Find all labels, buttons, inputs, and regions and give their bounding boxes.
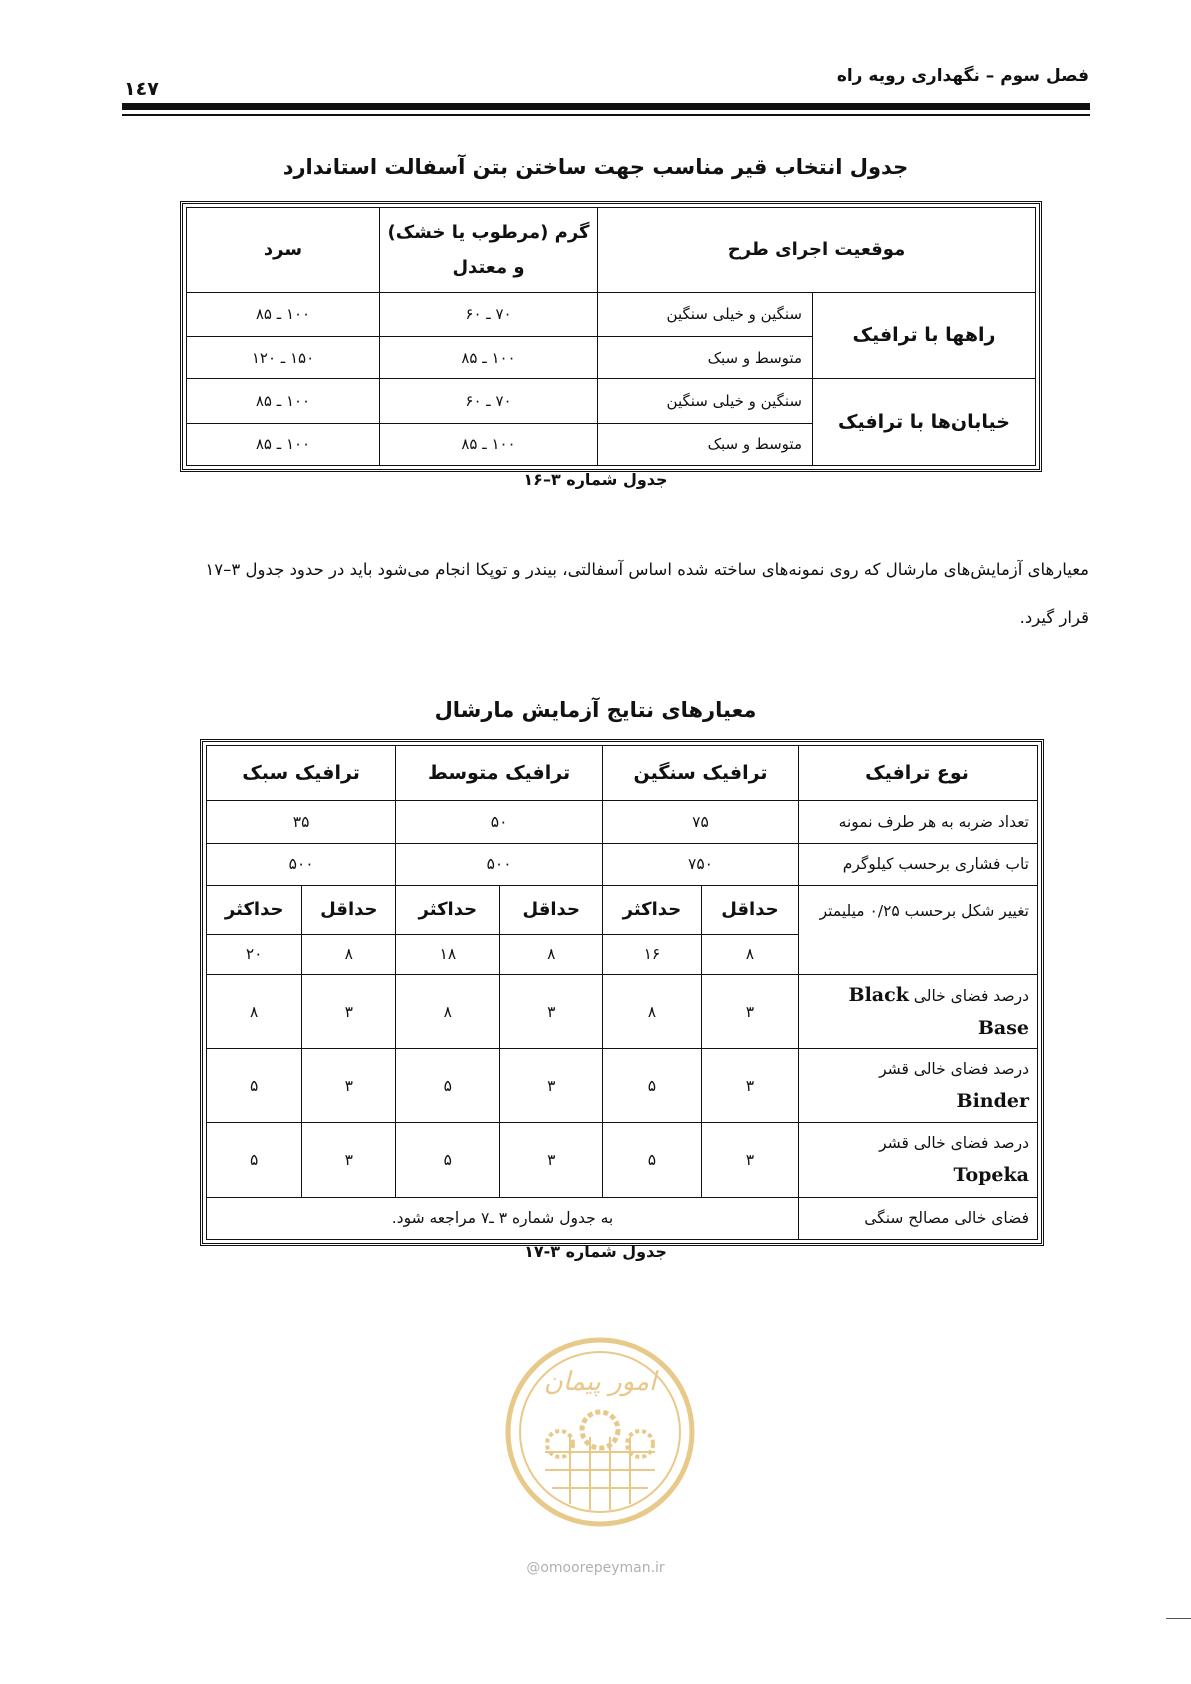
page-edge-mark	[1166, 1618, 1191, 1619]
header-light: ترافیک سبک	[207, 746, 396, 801]
group-roads: راهها با ترافیک	[813, 292, 1036, 379]
warm-cell: ۱۰۰ ـ ۸۵	[380, 423, 598, 465]
header-warm	[380, 208, 598, 293]
deformation-light-max: ۲۰	[207, 934, 302, 974]
marshall-criteria-table	[206, 745, 1038, 1240]
traffic-cell: سنگین و خیلی سنگین	[598, 292, 813, 336]
voids-light-min: ۳	[302, 974, 396, 1048]
group-streets: خیابان‌ها با ترافیک	[813, 379, 1036, 466]
table-row	[207, 1197, 1038, 1239]
header-rule-thin	[122, 114, 1090, 116]
blows-heavy: ۷۵	[603, 801, 799, 843]
voids-heavy-min: ۳	[701, 1049, 798, 1123]
bitumen-selection-table	[186, 207, 1036, 466]
stability-medium: ۵۰۰	[396, 843, 603, 885]
blows-light: ۳۵	[207, 801, 396, 843]
header-location: موقعیت اجرای طرح	[598, 208, 1036, 293]
voids-label-fa: درصد فضای خالی	[913, 986, 1029, 1005]
table2-caption: جدول شماره ۳-۱۷	[524, 1242, 667, 1261]
table1-title: جدول انتخاب قیر مناسب جهت ساختن بتن آسفالت استاندارد	[282, 155, 909, 179]
voids-medium-max: ۵	[396, 1049, 500, 1123]
deformation-medium-max: ۱۸	[396, 934, 500, 974]
paragraph-line-1: معیارهای آزمایش‌های مارشال که روی نمونه‌های ساخته شده اساس آسفالتی، بیندر و توپکا انجام می‌شود باید در حدود جدول ۳–۱۷	[205, 560, 1089, 579]
paragraph-line-2: قرار گیرد.	[1019, 608, 1089, 627]
voids-light-max: ۵	[207, 1123, 302, 1197]
voids-label-en: Binder	[956, 1090, 1029, 1113]
blows-label: تعداد ضربه به هر طرف نمونه	[799, 801, 1038, 843]
gear-icon	[582, 1412, 618, 1448]
stamp-logo-text: امور پیمان	[543, 1367, 657, 1397]
page-number: ۱٤۷	[124, 78, 159, 100]
table-row	[207, 801, 1038, 843]
traffic-cell: متوسط و سبک	[598, 337, 813, 379]
warm-cell: ۷۰ ـ ۶۰	[380, 379, 598, 423]
cold-cell: ۱۵۰ ـ ۱۲۰	[187, 337, 380, 379]
deformation-heavy-max: ۱۶	[603, 934, 702, 974]
table-row	[207, 974, 1038, 1048]
voids-medium-min: ۳	[500, 1049, 603, 1123]
heavy-min-header: حداقل	[701, 885, 798, 934]
stability-heavy: ۷۵۰	[603, 843, 799, 885]
header-traffic-type: نوع ترافیک	[799, 746, 1038, 801]
voids-light-min: ۳	[302, 1049, 396, 1123]
body-paragraph	[99, 546, 1089, 642]
deformation-label: تغییر شکل برحسب ۰/۲۵ میلیمتر	[799, 885, 1038, 974]
voids-label-en: Black Base	[848, 983, 1029, 1039]
warm-cell: ۷۰ ـ ۶۰	[380, 292, 598, 336]
table2-title: معیارهای نتایج آزمایش مارشال	[434, 698, 757, 722]
header-warm-line1: گرم (مرطوب یا خشک)	[387, 221, 590, 243]
light-min-header: حداقل	[302, 885, 396, 934]
traffic-cell: سنگین و خیلی سنگین	[598, 379, 813, 423]
header-cold: سرد	[187, 208, 380, 293]
voids-label-fa: درصد فضای خالی قشر	[879, 1134, 1029, 1153]
cold-cell: ۱۰۰ ـ ۸۵	[187, 292, 380, 336]
aggregate-voids-value: به جدول شماره ۳ ـ۷ مراجعه شود.	[207, 1197, 799, 1239]
warm-cell: ۱۰۰ ـ ۸۵	[380, 337, 598, 379]
deformation-heavy-min: ۸	[701, 934, 798, 974]
voids-medium-min: ۳	[500, 1123, 603, 1197]
table1-caption: جدول شماره ۳–۱۶	[523, 470, 668, 489]
voids-label-fa: درصد فضای خالی قشر	[879, 1060, 1029, 1079]
table-row	[207, 1123, 1038, 1197]
deformation-light-min: ۸	[302, 934, 396, 974]
stability-label: تاب فشاری برحسب کیلوگرم	[799, 843, 1038, 885]
voids-medium-max: ۵	[396, 1123, 500, 1197]
voids-medium-max: ۸	[396, 974, 500, 1048]
voids-medium-min: ۳	[500, 974, 603, 1048]
stability-light: ۵۰۰	[207, 843, 396, 885]
medium-min-header: حداقل	[500, 885, 603, 934]
table-row	[207, 1049, 1038, 1123]
voids-label-topeka	[799, 1123, 1038, 1197]
voids-heavy-max: ۵	[603, 1123, 702, 1197]
watermark-stamp	[500, 1332, 700, 1532]
light-max-header: حداکثر	[207, 885, 302, 934]
table-row	[207, 885, 1038, 934]
aggregate-voids-label: فضای خالی مصالح سنگی	[799, 1197, 1038, 1239]
chapter-title: فصل سوم – نگهداری رویه راه	[836, 66, 1089, 86]
cold-cell: ۱۰۰ ـ ۸۵	[187, 423, 380, 465]
table-row	[207, 843, 1038, 885]
header-warm-line2: و معتدل	[452, 256, 525, 278]
heavy-max-header: حداکثر	[603, 885, 702, 934]
watermark-url: @omoorepeyman.ir	[526, 1560, 665, 1576]
deformation-medium-min: ۸	[500, 934, 603, 974]
cold-cell: ۱۰۰ ـ ۸۵	[187, 379, 380, 423]
voids-heavy-max: ۵	[603, 1049, 702, 1123]
voids-light-max: ۸	[207, 974, 302, 1048]
header-rule	[122, 103, 1090, 110]
voids-heavy-min: ۳	[701, 1123, 798, 1197]
voids-label-black-base	[799, 974, 1038, 1048]
header-heavy: ترافیک سنگین	[603, 746, 799, 801]
header-medium: ترافیک متوسط	[396, 746, 603, 801]
voids-light-min: ۳	[302, 1123, 396, 1197]
blows-medium: ۵۰	[396, 801, 603, 843]
traffic-cell: متوسط و سبک	[598, 423, 813, 465]
table-row	[187, 292, 1036, 336]
voids-label-en: Topeka	[953, 1164, 1029, 1187]
voids-light-max: ۵	[207, 1049, 302, 1123]
table-row	[187, 379, 1036, 423]
medium-max-header: حداکثر	[396, 885, 500, 934]
voids-heavy-max: ۸	[603, 974, 702, 1048]
voids-heavy-min: ۳	[701, 974, 798, 1048]
voids-label-binder	[799, 1049, 1038, 1123]
